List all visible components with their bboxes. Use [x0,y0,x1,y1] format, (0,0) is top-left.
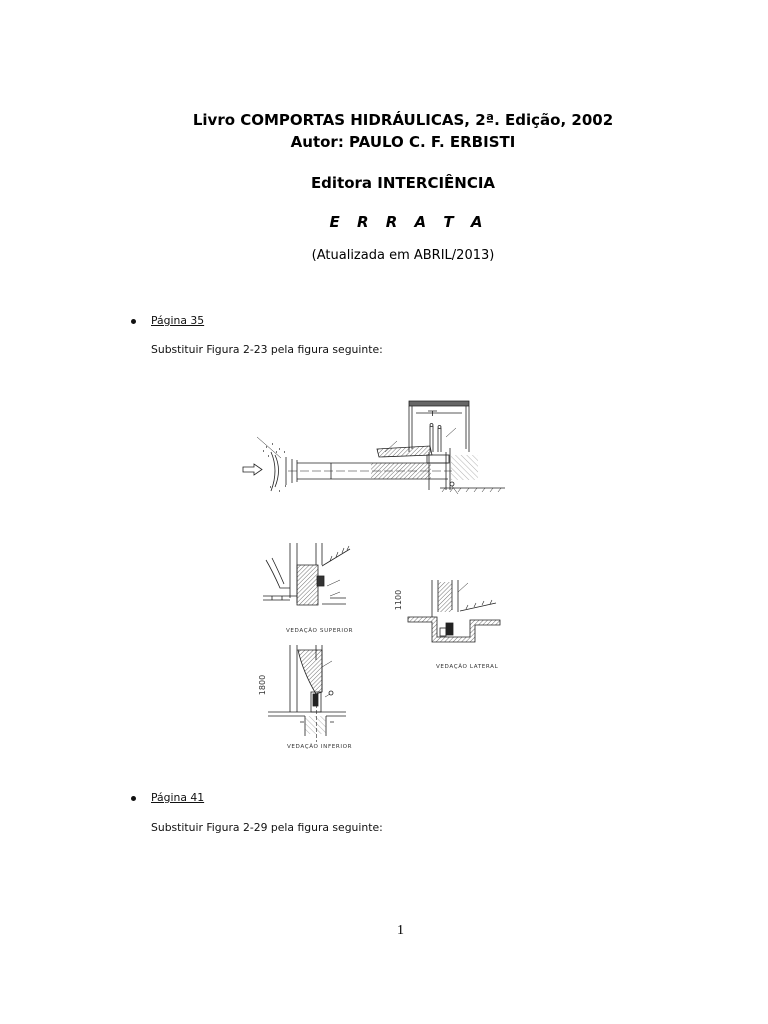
bullet-icon [131,319,136,324]
leader-line [458,583,468,592]
flow-arrow-icon [243,464,262,475]
seal-element [317,576,324,586]
side-seal-drawing [394,580,500,670]
gate-leaf [297,565,318,605]
seal-clamp [440,628,446,636]
callout-marker [329,691,333,695]
hoist-house-walls [409,406,469,452]
plate-hatch [330,546,349,561]
bullet-icon [131,796,136,801]
leader-line [327,580,340,596]
seal-element [446,623,453,635]
bottom-seal-caption: VEDAÇÃO INFERIOR [287,744,353,750]
callout-marker [450,482,454,486]
pit-hatch [305,716,326,734]
ground-hatch [451,455,478,480]
rod-cap [430,424,433,427]
leader-line [446,428,456,437]
floor-line [268,712,346,716]
hoist-house-roof [409,401,469,406]
leader-line [322,661,332,697]
leader-line [452,486,458,494]
lintel-curve [266,558,290,588]
upper-seal-caption: VEDAÇÃO SUPERIOR [286,628,354,634]
publisher-line: Editora INTERCIÊNCIA [310,174,496,192]
hoist-beam [428,411,437,416]
gate-assembly-drawing [243,401,505,494]
lower-lines [322,598,346,604]
guide-channel [408,617,500,642]
entry-page-reference: Página 41 [151,791,205,804]
upper-seal-drawing [263,543,353,634]
updated-note: (Atualizada em ABRIL/2013) [311,248,495,263]
book-title: Livro COMPORTAS HIDRÁULICAS, 2ª. Edição, 2002 [192,111,614,129]
seal-element [313,694,318,706]
bottom-seal-drawing [258,645,352,750]
errata-heading: E R R A T A [329,213,489,231]
leader-line [257,437,281,458]
side-seal-caption: VEDAÇÃO LATERAL [436,664,499,670]
figure-2-23-drawing [230,392,520,754]
gate-leaf [298,650,322,694]
entry-instruction: Substituir Figura 2-23 pela figura seguinte: [151,343,383,356]
ground-ticks [442,488,501,492]
page-number: 1 [397,923,404,938]
entry-instruction: Substituir Figura 2-29 pela figura seguinte: [151,821,383,834]
conduit-shaded-section [371,463,431,479]
sill-lines [263,596,297,600]
entry-page-reference: Página 35 [151,314,205,327]
rod-cap [438,426,441,429]
gate-leaf [438,582,452,612]
bell-mouth-inlet [271,452,279,491]
embedded-plate [460,603,496,611]
author-line: Autor: PAULO C. F. ERBISTI [290,133,516,151]
bottom-seal-dimension: 1800 [258,674,267,696]
hoist-rods [430,426,441,452]
side-seal-dimension: 1100 [394,589,403,611]
embedded-plate [322,549,350,566]
